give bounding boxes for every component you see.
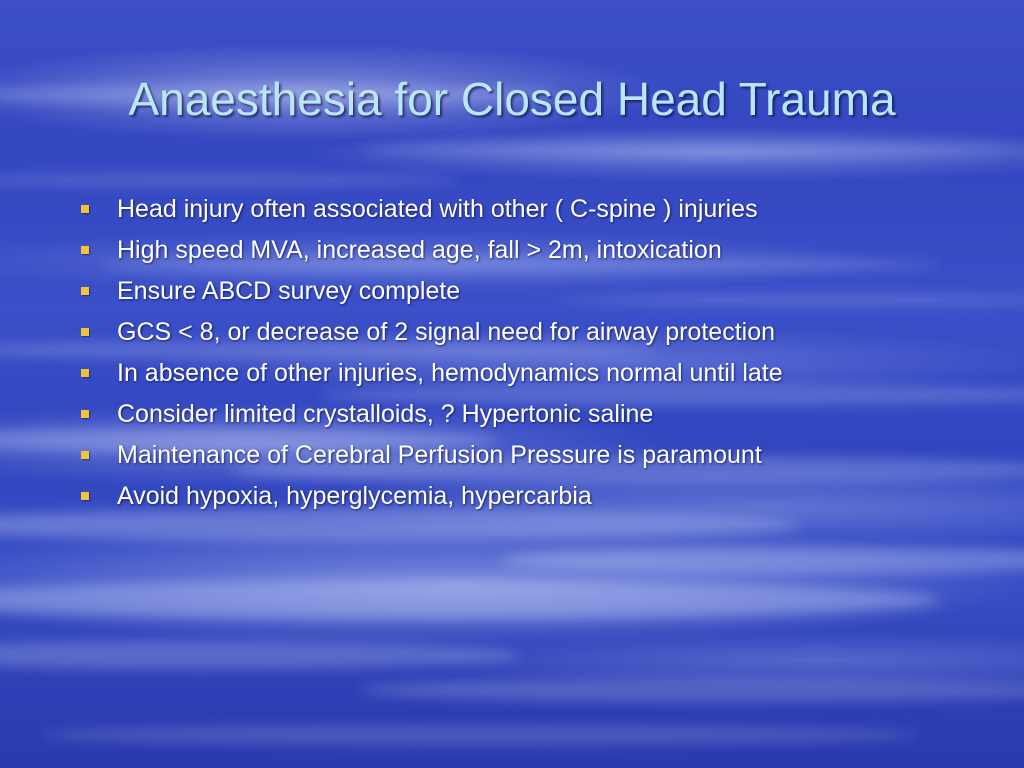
square-bullet-icon <box>81 287 89 295</box>
bullet-text: GCS < 8, or decrease of 2 signal need for airway protection <box>117 317 775 346</box>
square-bullet-icon <box>81 410 89 418</box>
bullet-item <box>78 311 978 352</box>
square-bullet-icon <box>81 451 89 459</box>
slide-title: Anaesthesia for Closed Head Trauma <box>128 73 896 125</box>
bullet-text: High speed MVA, increased age, fall > 2m, intoxication <box>117 235 722 264</box>
bullet-item <box>78 229 978 270</box>
bullet-text: Ensure ABCD survey complete <box>117 276 461 305</box>
bullet-text: In absence of other injuries, hemodynamics normal until late <box>117 358 783 387</box>
bullet-text: Maintenance of Cerebral Perfusion Pressure is paramount <box>117 440 762 469</box>
bullet-item <box>78 270 978 311</box>
bullet-text: Head injury often associated with other ( C-spine ) injuries <box>117 194 758 223</box>
bullet-item <box>78 188 978 229</box>
bullet-item <box>78 434 978 475</box>
bullet-item <box>78 352 978 393</box>
bullet-text: Consider limited crystalloids, ? Hypertonic saline <box>117 399 654 428</box>
bullet-item <box>78 393 978 434</box>
square-bullet-icon <box>81 369 89 377</box>
square-bullet-icon <box>81 246 89 254</box>
bullet-text: Avoid hypoxia, hyperglycemia, hypercarbia <box>117 481 592 510</box>
bullet-list <box>78 188 978 516</box>
square-bullet-icon <box>81 328 89 336</box>
square-bullet-icon <box>81 205 89 213</box>
bullet-item <box>78 475 978 516</box>
square-bullet-icon <box>81 492 89 500</box>
